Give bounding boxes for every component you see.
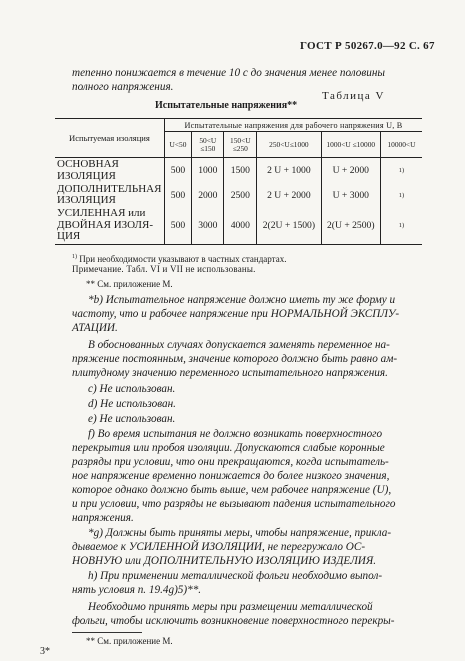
row-label: УСИЛЕННАЯ или ДВОЙНАЯ ИЗОЛЯ- ЦИЯ <box>55 207 164 245</box>
sub-header: 1000<U ≤10000 <box>321 132 380 158</box>
cell: 1500 <box>224 158 257 184</box>
footnote-3: ** См. приложение М. <box>86 636 173 646</box>
intro-line-2: полного напряжения. <box>72 81 174 93</box>
row-label: ОСНОВНАЯ ИЗОЛЯЦИЯ <box>57 158 119 182</box>
body-line: дываемое к УСИЛЕННОЙ ИЗОЛЯЦИИ, не перегружало ОС- <box>72 541 366 553</box>
cell: U + 3000 <box>321 184 380 207</box>
cell: U + 2000 <box>321 158 380 184</box>
body-line: и при условии, что разряды не вызывают падения испытательного <box>72 498 396 510</box>
table-title: Испытательные напряжения** <box>155 100 298 111</box>
body-line: разряды при условии, что они прекращаются, когда испытатель- <box>72 456 389 468</box>
body-line: фольги, чтобы исключить возникновение поверхностного перекры- <box>72 615 395 627</box>
sub-header: 250<U≤1000 <box>257 132 321 158</box>
body-line: *g) Должны быть приняты меры, чтобы напряжение, прикла- <box>88 527 392 539</box>
body-line: напряжения. <box>72 512 134 524</box>
body-line: перекрытия или пробоя изоляции. Допускаются слабые коронные <box>72 442 385 454</box>
body-line: e) Не использован. <box>88 413 176 425</box>
body-line: АТАЦИИ. <box>72 322 118 334</box>
page-marker: 3* <box>40 646 50 657</box>
body-line: пряжение постоянным, значение которого должно быть равно ам- <box>72 353 398 365</box>
cell: 2500 <box>224 184 257 207</box>
body-line: ное напряжение временно понижается до более низкого значения, <box>72 470 390 482</box>
sub-header: 10000<U <box>380 132 422 158</box>
body-line: *b) Испытательное напряжение должно иметь ту же форму и <box>88 294 396 306</box>
col-header-voltages: Испытательные напряжения для рабочего напряжения U, В <box>164 119 422 132</box>
test-voltage-table <box>55 118 422 245</box>
body-line: f) Во время испытания не должно возникать поверхностного <box>88 428 383 440</box>
sub-header: U<50 <box>164 132 191 158</box>
body-line: В обоснованных случаях допускается заменять переменное на- <box>88 339 390 351</box>
body-line: h) При применении металлической фольги необходимо выпол- <box>88 570 383 582</box>
col-header-insulation: Испытуемая изоляция <box>55 119 164 158</box>
cell: 1) <box>380 158 422 184</box>
body-line: которое однако должно быть выше, чем рабочее напряжение (U), <box>72 484 392 496</box>
cell: 500 <box>164 184 191 207</box>
cell: 1000 <box>192 158 224 184</box>
body-line: d) Не использован. <box>88 398 176 410</box>
cell: 2(U + 2500) <box>321 207 380 245</box>
table-row <box>55 184 422 207</box>
body-line: c) Не использован. <box>88 383 176 395</box>
table-row <box>55 207 422 245</box>
cell: 4000 <box>224 207 257 245</box>
cell: 2(2U + 1500) <box>257 207 321 245</box>
intro-line-1: тепенно понижается в течение 10 с до значения менее половины <box>72 67 385 79</box>
cell: 2 U + 1000 <box>257 158 321 184</box>
row-label: ДОПОЛНИТЕЛЬНАЯ ИЗОЛЯЦИЯ <box>57 182 162 206</box>
cell: 2000 <box>192 184 224 207</box>
page-header: ГОСТ Р 50267.0—92 С. 67 <box>300 40 435 52</box>
cell: 2 U + 2000 <box>257 184 321 207</box>
body-line: частоту, что и рабочее напряжение при НОРМАЛЬНОЙ ЭКСПЛУ- <box>72 308 400 320</box>
cell: 500 <box>164 207 191 245</box>
table-label: Таблица V <box>322 90 385 102</box>
sub-header: 150<U ≤250 <box>224 132 257 158</box>
footnote-2: ** См. приложение М. <box>86 279 173 289</box>
cell: 3000 <box>192 207 224 245</box>
cell: 1) <box>380 184 422 207</box>
table-note: Примечание. Табл. VI и VII не использованы. <box>72 264 256 274</box>
cell: 1) <box>380 207 422 245</box>
table-row <box>55 158 422 184</box>
footnote-1: $^{1)}$ При необходимости указывают в частных стандартах. <box>72 254 287 264</box>
body-line: НОВНУЮ или ДОПОЛНИТЕЛЬНУЮ ИЗОЛЯЦИЮ ИЗДЕЛИЯ. <box>72 555 377 567</box>
body-line: нять условия п. 19.4g)5)**. <box>72 584 202 596</box>
sub-header: 50<U ≤150 <box>192 132 224 158</box>
body-line: плитудному значению переменного испытательного напряжения. <box>72 367 388 379</box>
cell: 500 <box>164 158 191 184</box>
footnote-divider <box>72 632 142 633</box>
body-line: Необходимо принять меры при размещении металлической <box>88 601 373 613</box>
